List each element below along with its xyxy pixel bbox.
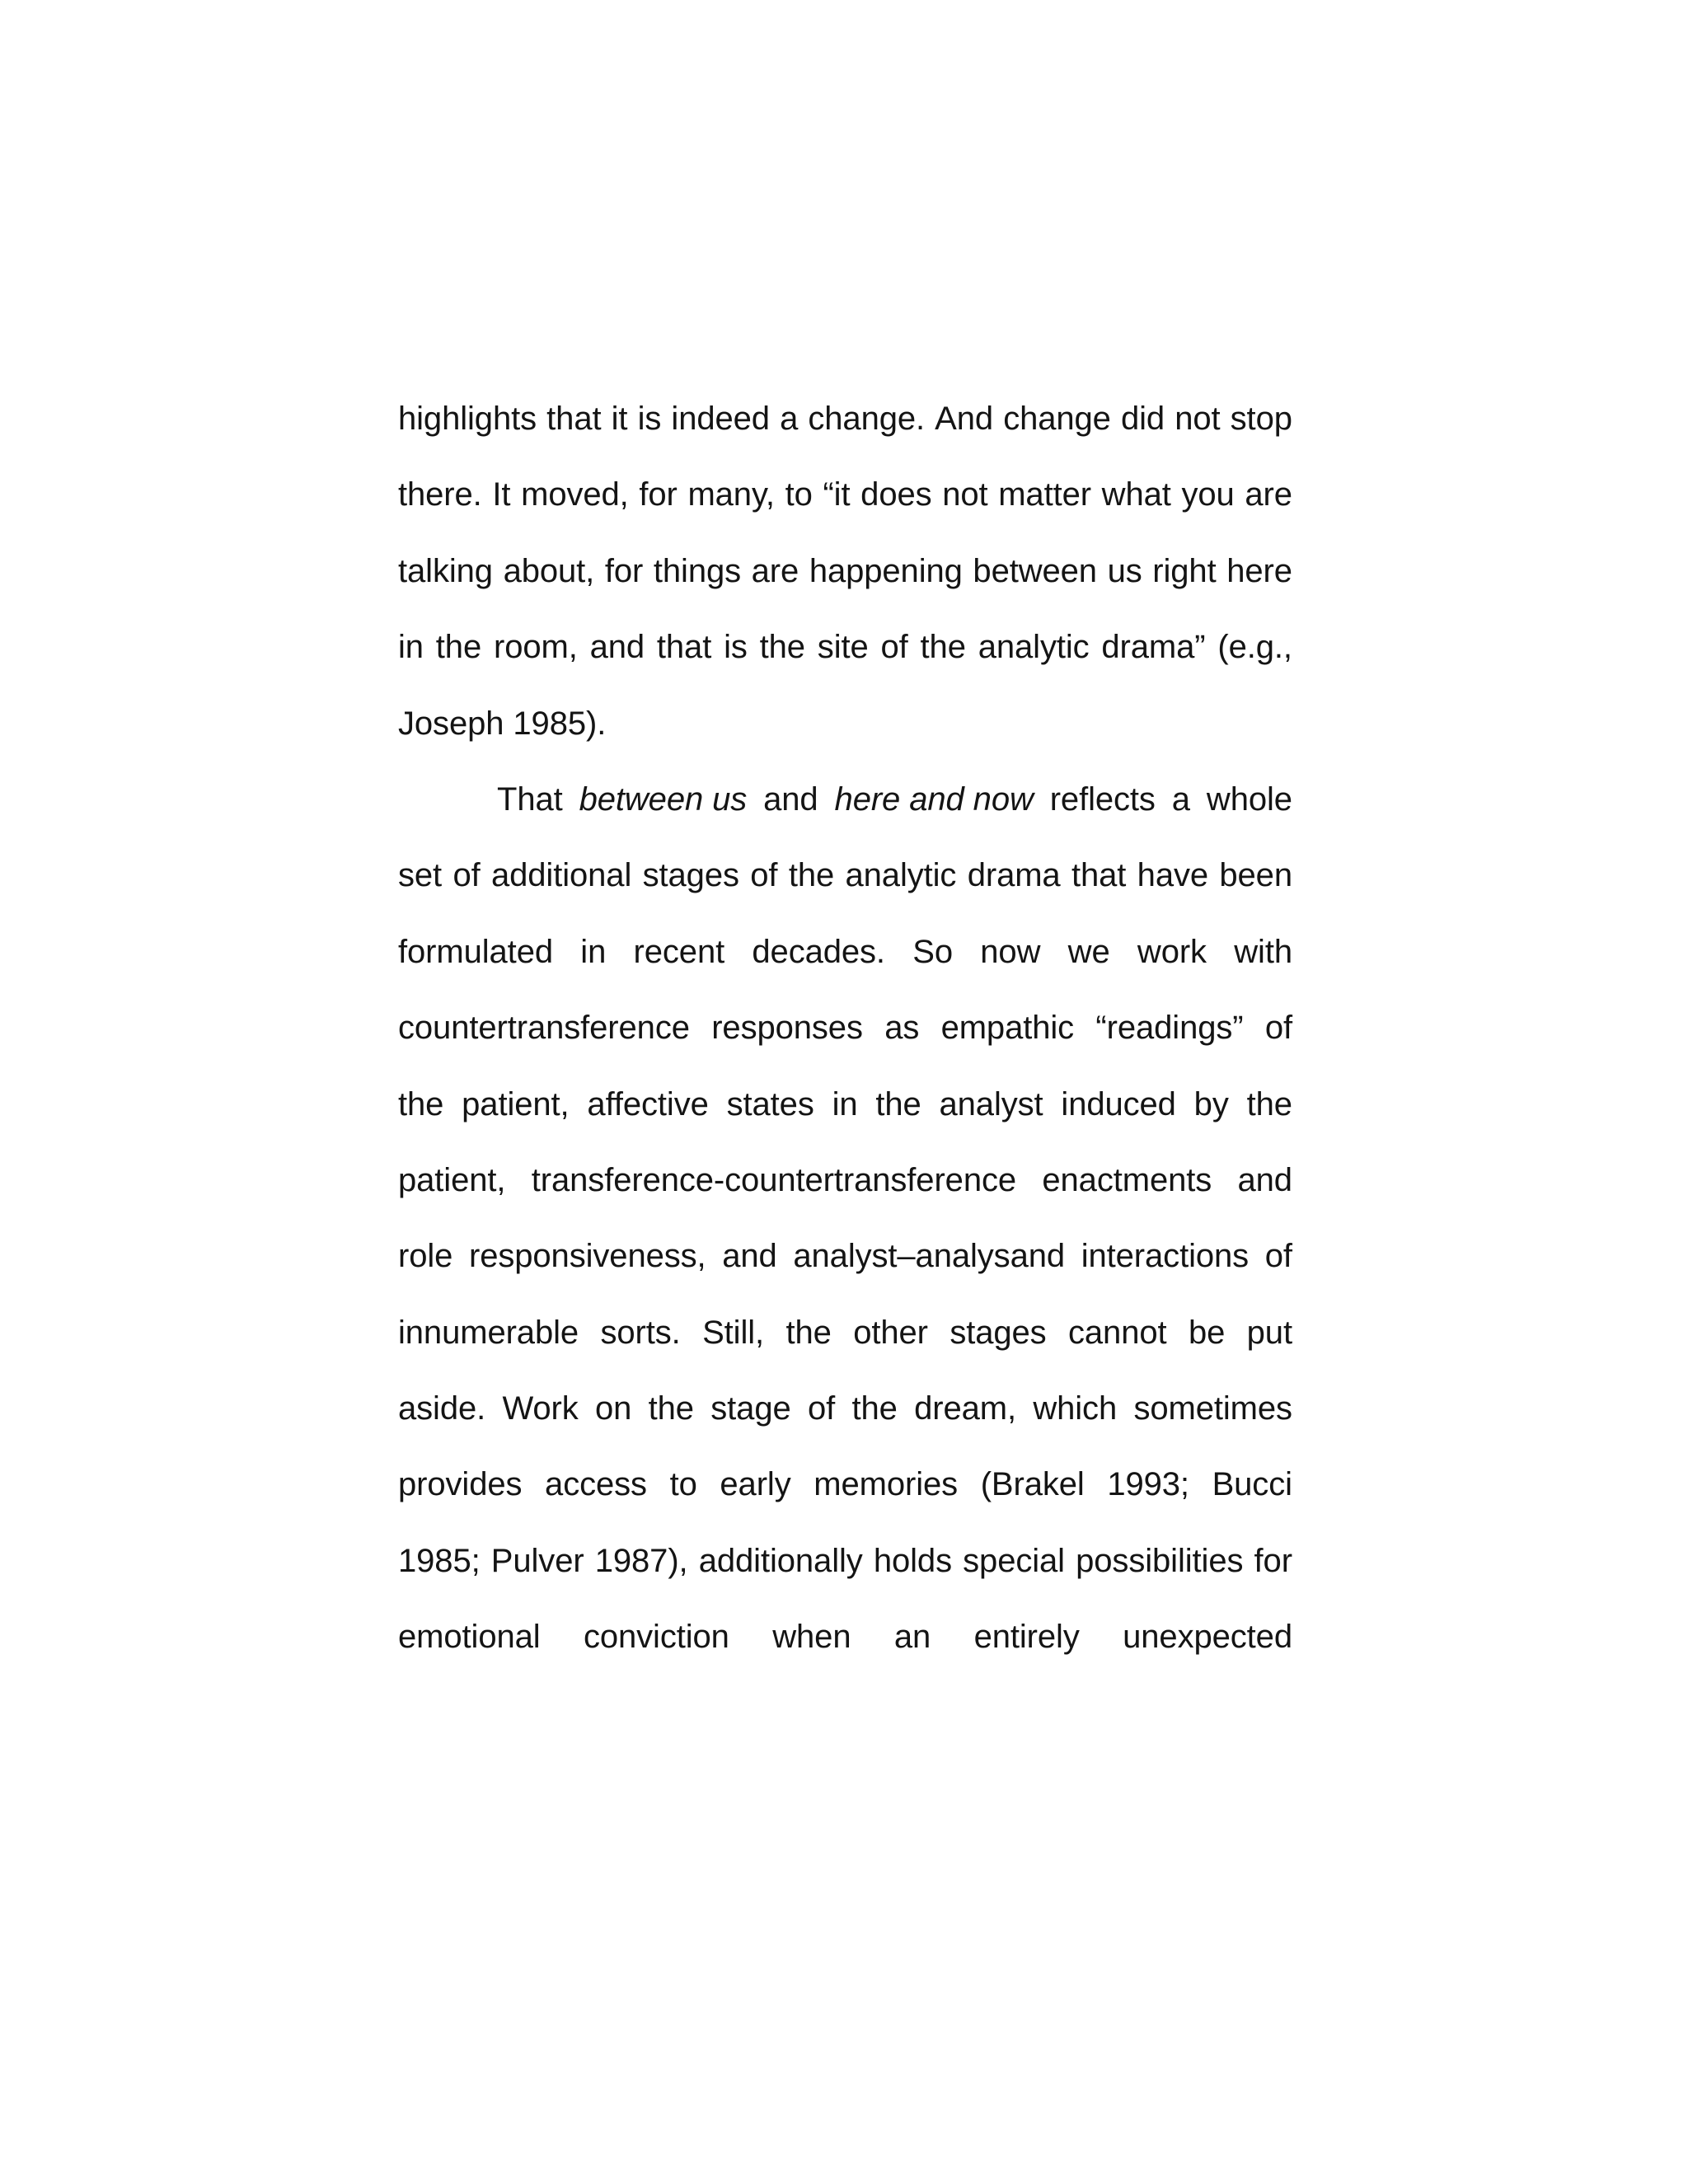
word: interactions [1081,1238,1250,1275]
word: Still, [702,1314,765,1351]
word: patient, [398,1161,506,1198]
italic-phrase: between us [579,780,748,818]
text-line [398,386,1292,462]
word: a [780,401,799,437]
text-line [398,1376,1292,1451]
word: empathic [940,1010,1075,1047]
word: right [1152,552,1217,589]
word: (e.g., [1217,629,1292,666]
word: is [724,629,748,666]
word: the [875,1085,921,1122]
word: does [860,476,932,513]
word: decades. [752,933,885,970]
body-text [398,386,1292,1680]
word: happening [809,552,963,589]
italic-phrase: here and now [834,780,1034,818]
word: Pulver [490,1542,584,1579]
word: in [580,933,607,970]
word: are [751,552,799,589]
word: drama” [1101,629,1206,666]
word: and [1237,1161,1292,1198]
word: conviction [583,1619,729,1656]
word: reflects [1049,780,1156,818]
word: It [492,476,511,513]
word: So [912,933,953,970]
word: stop [1230,401,1292,437]
word: responsiveness, [469,1238,706,1275]
word: work [1137,933,1207,970]
text-line [398,1147,1292,1223]
word: that [546,401,602,437]
word: the [648,1390,694,1427]
word: countertransference [398,1010,690,1047]
word: Bucci [1212,1466,1292,1503]
word: the [851,1390,898,1427]
word: put [1246,1314,1292,1351]
word: other [853,1314,928,1351]
word: special [963,1542,1065,1579]
word: drama [967,857,1061,894]
word: between [973,552,1097,589]
text-line [398,1071,1292,1147]
word: there. [398,476,482,513]
word: on [595,1390,632,1427]
text-line [398,766,1292,842]
word: the [759,629,805,666]
word: change. [808,401,926,437]
word: And [935,401,994,437]
word: affective [587,1085,709,1122]
text-line [398,614,1292,690]
word: to [785,476,813,513]
word: of [880,629,908,666]
word: 1985; [398,1542,481,1579]
word: the [398,1085,444,1122]
word: been [1219,857,1292,894]
word: role [398,1238,453,1275]
word: set [398,857,443,894]
word: analytic [845,857,957,894]
word: things [653,552,742,589]
text-line [398,1223,1292,1299]
word: for [639,476,678,513]
word: stages [642,857,739,894]
text-line [398,691,1292,766]
word: patient, [462,1085,570,1122]
word: for [604,552,644,589]
word: and [763,780,818,818]
word: have [1137,857,1209,894]
word: with [1234,933,1292,970]
text-line [398,1300,1292,1376]
word: moved, [521,476,629,513]
word: that [1071,857,1127,894]
word: to [669,1466,697,1503]
word: the [435,629,482,666]
text-line [398,1451,1292,1527]
word: induced [1061,1085,1176,1122]
word: “readings” [1095,1010,1244,1047]
word: be [1188,1314,1226,1351]
word: the [920,629,966,666]
word: not [942,476,988,513]
word: you [1181,476,1235,513]
word: innumerable [398,1314,579,1351]
word: of [750,857,778,894]
word: a [1171,780,1190,818]
word: analytic [978,629,1090,666]
word: site [817,629,869,666]
word: whole [1206,780,1292,818]
word: we [1067,933,1110,970]
text-line [398,538,1292,614]
word: are [1245,476,1292,513]
word: provides [398,1466,523,1503]
word: change [1003,401,1111,437]
word: sometimes [1133,1390,1292,1427]
word: “it [823,476,851,513]
word: and [722,1238,777,1275]
word: now [980,933,1041,970]
word: as [884,1010,920,1047]
word: 1993; [1107,1466,1189,1503]
word: that [656,629,712,666]
text-line [398,1528,1292,1604]
word: additionally [698,1542,863,1579]
text-line [398,995,1292,1071]
word: analyst [939,1085,1043,1122]
word: matter [998,476,1091,513]
word: which [1033,1390,1118,1427]
text-line [398,919,1292,995]
word: by [1193,1085,1229,1122]
word: us [1107,552,1142,589]
word: aside. [398,1390,486,1427]
word: not [1175,401,1221,437]
word: dream, [914,1390,1016,1427]
word: emotional [398,1619,541,1656]
word: highlights [398,401,537,437]
word: it [611,401,628,437]
word: cannot [1068,1314,1167,1351]
word: about, [503,552,595,589]
word: sorts. [600,1314,681,1351]
word: for [1254,1542,1292,1579]
word: talking [398,552,493,589]
word: responses [711,1010,863,1047]
word: of [1264,1010,1292,1047]
word: (Brakel [980,1466,1085,1503]
word: of [452,857,481,894]
word: Work [502,1390,579,1427]
word: states [726,1085,814,1122]
word: the [785,1314,832,1351]
word: indeed [671,401,770,437]
word: room, [493,629,578,666]
word: of [1264,1238,1292,1275]
word: possibilities [1076,1542,1244,1579]
word: early [720,1466,791,1503]
word: of [807,1390,836,1427]
word: many, [687,476,775,513]
word: 1987), [594,1542,688,1579]
paragraph-2-lines [398,842,1292,1680]
word: in [832,1085,858,1122]
word: Joseph 1985). [398,705,607,742]
text-line [398,462,1292,537]
word: That [497,780,563,818]
word: when [772,1619,851,1656]
word: is [637,401,662,437]
word: analyst–analysand [793,1238,1066,1275]
word: in [398,629,424,666]
text-line [398,842,1292,918]
word: enactments [1042,1161,1212,1198]
word: unexpected [1123,1619,1292,1656]
word: the [1246,1085,1292,1122]
word: did [1120,401,1165,437]
word: stage [710,1390,791,1427]
word: transference-countertransference [531,1161,1017,1198]
word: the [788,857,835,894]
word: and [589,629,645,666]
word: recent [633,933,725,970]
word: holds [873,1542,952,1579]
word: an [893,1619,931,1656]
word: here [1226,552,1292,589]
text-line [398,1604,1292,1680]
word: memories [814,1466,959,1503]
word: stages [950,1314,1047,1351]
word: formulated [398,933,553,970]
word: additional [490,857,632,894]
word: access [545,1466,647,1503]
word: entirely [973,1619,1080,1656]
word: what [1101,476,1171,513]
